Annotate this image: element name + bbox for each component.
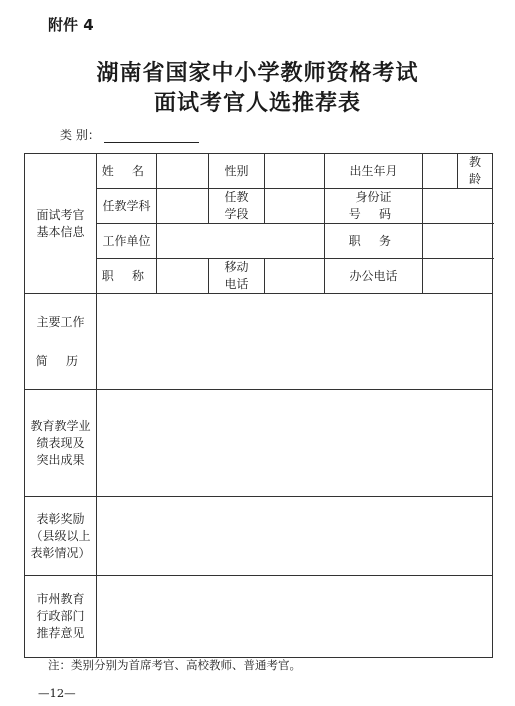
category-label: 类 别： (60, 128, 100, 142)
value-teaching-stage[interactable] (265, 189, 325, 224)
value-subject[interactable] (157, 189, 209, 224)
category-input[interactable] (104, 130, 199, 143)
label-id-number: 身份证 号 码 (325, 189, 423, 224)
label-position: 职 务 (325, 224, 423, 259)
label-professional-title: 职 称 (97, 259, 157, 294)
value-birth-date[interactable] (423, 154, 458, 189)
label-office-phone: 办公电话 (325, 259, 423, 294)
recommendation-form-table (24, 153, 493, 658)
section-label-basic-info: 面试考官 基本信息 (25, 154, 97, 294)
table-row (25, 576, 493, 658)
table-row (25, 390, 493, 497)
value-office-phone[interactable] (423, 259, 493, 294)
attachment-label: 附件 4 (48, 16, 94, 34)
value-workplace[interactable] (157, 224, 325, 259)
label-name: 姓 名 (97, 154, 157, 189)
label-gender: 性别 (209, 154, 265, 189)
value-recommendation[interactable] (97, 576, 493, 658)
page-number: —12— (38, 686, 76, 700)
section-label-awards: 表彰奖励 （县级以上 表彰情况） (25, 497, 97, 576)
value-mobile-phone[interactable] (265, 259, 325, 294)
category-row (60, 126, 199, 143)
table-row (25, 294, 493, 390)
label-subject: 任教学科 (97, 189, 157, 224)
section-label-achievements: 教育教学业 绩表现及 突出成果 (25, 390, 97, 497)
section-label-work-resume: 主要工作 简 历 (25, 294, 97, 390)
label-teaching-age: 教 龄 (458, 154, 493, 189)
value-professional-title[interactable] (157, 259, 209, 294)
value-position[interactable] (423, 224, 493, 259)
label-workplace: 工作单位 (97, 224, 157, 259)
table-row (25, 154, 493, 189)
section-label-recommendation: 市州教育 行政部门 推荐意见 (25, 576, 97, 658)
label-birth-date: 出生年月 (325, 154, 423, 189)
value-gender[interactable] (265, 154, 325, 189)
value-awards[interactable] (97, 497, 493, 576)
value-id-number[interactable] (423, 189, 493, 224)
table-row (25, 497, 493, 576)
footnote: 注：类别分别为首席考官、高校教师、普通考官。 (48, 658, 301, 672)
value-work-resume[interactable] (97, 294, 493, 390)
label-teaching-stage: 任教 学段 (209, 189, 265, 224)
form-title-line2: 面试考官人选推荐表 (153, 91, 361, 116)
value-name[interactable] (157, 154, 209, 189)
form-title-line1: 湖南省国家中小学教师资格考试 (96, 61, 419, 86)
value-achievements[interactable] (97, 390, 493, 497)
label-mobile-phone: 移动 电话 (209, 259, 265, 294)
